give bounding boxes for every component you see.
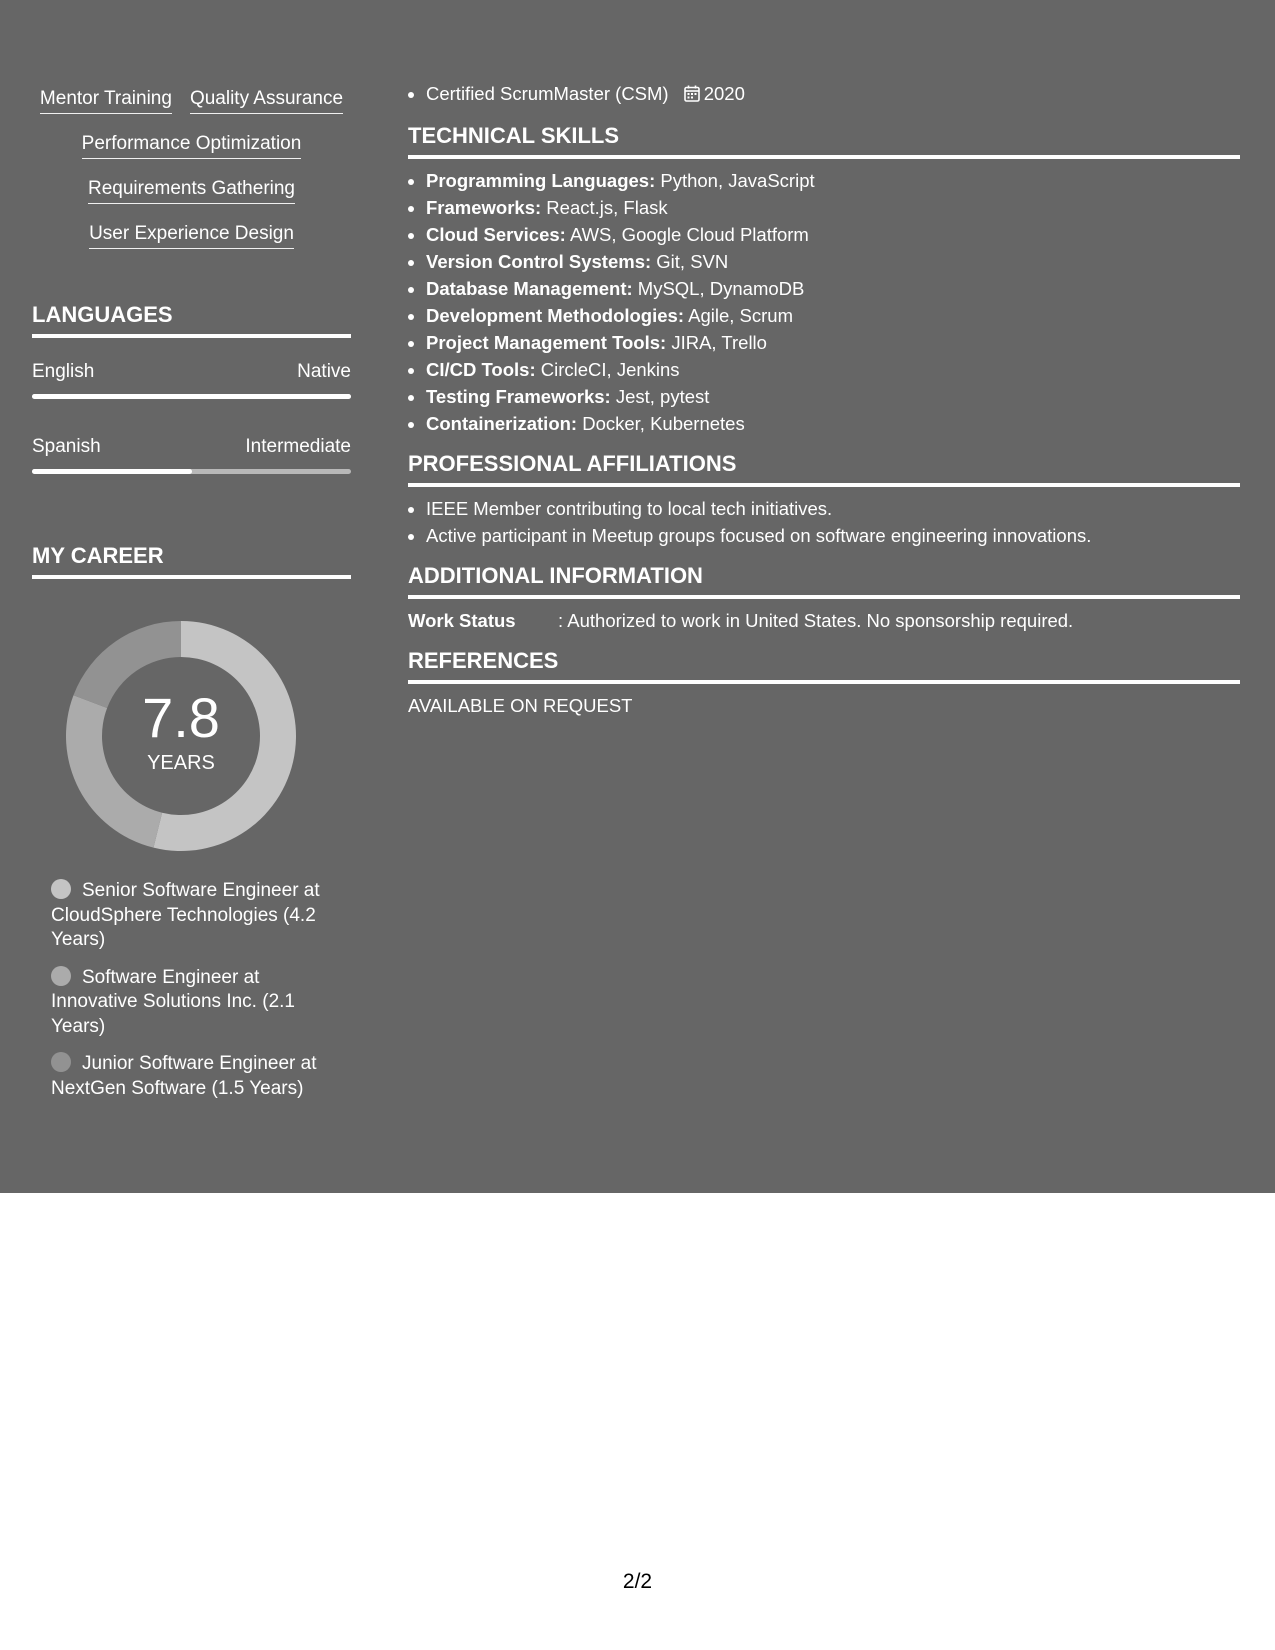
- skill-item: [426, 329, 1240, 356]
- skill-item: [426, 221, 1240, 248]
- language-item: [32, 435, 351, 474]
- affiliations-section: [408, 451, 1240, 549]
- skill-value: Agile, Scrum: [684, 305, 793, 326]
- tag-row: [32, 125, 351, 170]
- skill-value: Jest, pytest: [610, 386, 710, 407]
- references-title: REFERENCES: [408, 648, 1240, 684]
- certifications-list: [408, 80, 1240, 109]
- page-number: 2/2: [622, 1570, 653, 1593]
- languages-section: [32, 302, 351, 474]
- skill-value: React.js, Flask: [541, 197, 668, 218]
- skill-tag: Requirements Gathering: [88, 178, 295, 204]
- skill-item: [426, 194, 1240, 221]
- language-bar-fill: [32, 469, 192, 474]
- career-legend-item: [51, 879, 341, 953]
- language-name: Spanish: [32, 436, 101, 457]
- additional-info-section: [408, 563, 1240, 634]
- skill-key: Database Management:: [426, 278, 633, 299]
- skill-value: Docker, Kubernetes: [577, 413, 745, 434]
- career-legend-label: Junior Software Engineer at NextGen Software (1.5 Years): [51, 1053, 317, 1099]
- work-status-key: Work Status: [408, 610, 516, 631]
- work-status-row: [408, 607, 1240, 634]
- skills-tags: [32, 80, 351, 260]
- calendar-icon: [684, 82, 700, 109]
- skill-item: [426, 248, 1240, 275]
- language-item: [32, 360, 351, 399]
- left-column: [32, 80, 351, 1099]
- career-legend-item: [51, 1052, 341, 1101]
- technical-skills-list: [408, 167, 1240, 437]
- work-status-value: : Authorized to work in United States. No sponsorship required.: [558, 610, 1074, 631]
- legend-dot-icon: [51, 1052, 71, 1072]
- skill-item: [426, 356, 1240, 383]
- legend-dot-icon: [51, 879, 71, 899]
- career-legend-label: Software Engineer at Innovative Solutions Inc. (2.1 Years): [51, 966, 295, 1037]
- career-legend: [51, 879, 341, 1101]
- languages-title: LANGUAGES: [32, 302, 351, 338]
- language-bar: [32, 469, 351, 474]
- skill-key: Frameworks:: [426, 197, 542, 218]
- certification-item: [426, 80, 1240, 109]
- skill-value: AWS, Google Cloud Platform: [565, 224, 809, 245]
- tag-row: [32, 170, 351, 215]
- language-level: Native: [297, 361, 351, 382]
- skill-item: [426, 383, 1240, 410]
- skill-value: Git, SVN: [651, 251, 729, 272]
- technical-skills-section: [408, 123, 1240, 437]
- skill-value: JIRA, Trello: [666, 332, 767, 353]
- affiliations-list: [408, 495, 1240, 549]
- tag-row: [32, 215, 351, 260]
- technical-skills-title: TECHNICAL SKILLS: [408, 123, 1240, 159]
- career-title: MY CAREER: [32, 543, 351, 579]
- language-bar-fill: [32, 394, 351, 399]
- skill-tag: User Experience Design: [89, 223, 294, 249]
- language-bar: [32, 394, 351, 399]
- affiliation-item: • IEEE Member contributing to local tech initiatives.: [426, 495, 1240, 522]
- skill-value: CircleCI, Jenkins: [535, 359, 680, 380]
- skill-item: [426, 275, 1240, 302]
- career-years-unit: YEARS: [147, 752, 215, 774]
- career-legend-label: Senior Software Engineer at CloudSphere Technologies (4.2 Years): [51, 880, 320, 950]
- skill-tag: Quality Assurance: [190, 88, 343, 114]
- tag-row: [32, 80, 351, 125]
- skill-key: Programming Languages:: [426, 170, 656, 191]
- additional-info-title: ADDITIONAL INFORMATION: [408, 563, 1240, 599]
- references-text: AVAILABLE ON REQUEST: [408, 695, 633, 716]
- legend-dot-icon: [51, 966, 71, 986]
- skill-value: MySQL, DynamoDB: [632, 278, 805, 299]
- affiliations-title: PROFESSIONAL AFFILIATIONS: [408, 451, 1240, 487]
- skill-key: CI/CD Tools:: [426, 359, 536, 380]
- skill-item: [426, 167, 1240, 194]
- certification-year: 2020: [703, 83, 745, 104]
- affiliation-item: • Active participant in Meetup groups focused on software engineering innovations.: [426, 522, 1240, 549]
- skill-value: Python, JavaScript: [655, 170, 815, 191]
- skill-item: [426, 410, 1240, 437]
- references-section: [408, 648, 1240, 719]
- career-legend-item: [51, 966, 341, 1040]
- skill-tag: Performance Optimization: [82, 133, 302, 159]
- career-donut-chart: [66, 621, 296, 851]
- skill-item: [426, 302, 1240, 329]
- skill-key: Version Control Systems:: [426, 251, 652, 272]
- language-name: English: [32, 361, 95, 382]
- language-level: Intermediate: [245, 436, 351, 457]
- career-total-years: 7.8: [142, 686, 220, 749]
- career-section: [32, 543, 351, 1114]
- skill-key: Containerization:: [426, 413, 578, 434]
- skill-tag: Mentor Training: [40, 88, 172, 114]
- right-column: [408, 80, 1240, 719]
- skill-key: Cloud Services:: [426, 224, 566, 245]
- skill-key: Development Methodologies:: [426, 305, 684, 326]
- skill-key: Project Management Tools:: [426, 332, 667, 353]
- certification-name: Certified ScrumMaster (CSM): [426, 83, 669, 104]
- skill-key: Testing Frameworks:: [426, 386, 611, 407]
